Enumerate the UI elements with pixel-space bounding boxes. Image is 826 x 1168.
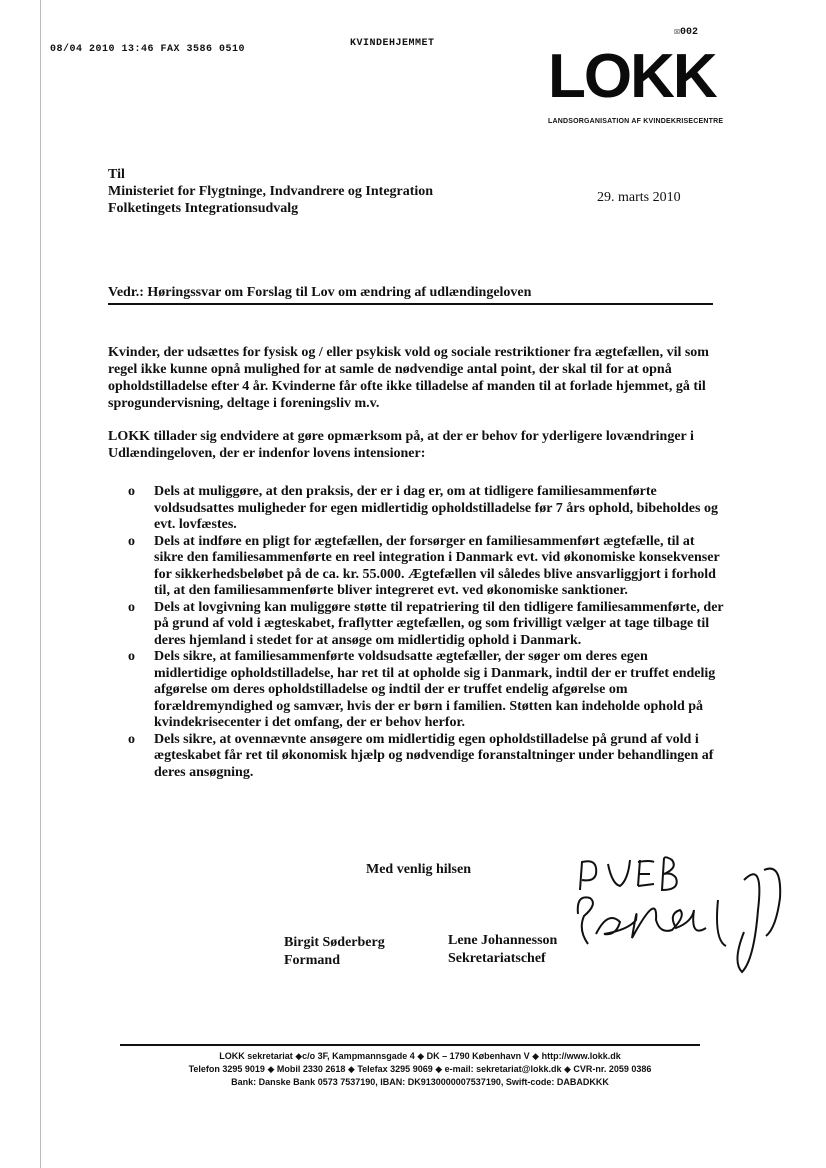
paragraph: LOKK tillader sig endvidere at gøre opmærksom på, at der er behov for yderligere lovændringer i Udlændingeloven, der er indenfor lovens intensioner: [108, 429, 694, 461]
fax-timestamp: 08/04 2010 13:46 FAX 3586 0510 [50, 44, 246, 55]
paragraph: Kvinder, der udsættes for fysisk og / eller psykisk vold og sociale restriktioner fra ægtefællen, vil som regel ikke kunne opnå mulighed for at samle de nødvendige antal point, der skal til for at opnå opholdstilladelse efter 4 år. Kvinderne får ofte ikke tilladelse af manden til at forlade hjemmet, gå til sprogundervisning, deltage i foreningsliv m.v. [108, 345, 709, 411]
recipient-block [108, 166, 433, 217]
footer-divider [120, 1044, 700, 1046]
signatory-name: Birgit Søderberg [284, 935, 385, 950]
list-item-text: Dels at muliggøre, at den praksis, der er i dag er, om at tidligere familiesammenførte voldsudsattes muligheder for egen midlertidig opholdstilladelse før 7 års ophold, bibeholdes og evt. lovfæstes. [154, 484, 718, 532]
handwritten-note-strokes [580, 857, 677, 890]
fax-page-label: 002 [680, 27, 699, 38]
footer-address: LOKK sekretariat ◆c/o 3F, Kampmannsgade 4 ◆ DK – 1790 København V ◆ http://www.lokk.dk [219, 1051, 621, 1061]
subject-line: Vedr.: Høringssvar om Forslag til Lov om ændring af udlændingeloven [108, 285, 713, 305]
bullet-mark: o [128, 649, 135, 664]
handwritten-signature [568, 850, 790, 980]
signatory-chair [284, 934, 385, 970]
recipient-line: Ministeriet for Flygtninge, Indvandrere og Integration [108, 184, 434, 199]
footer-contact: Telefon 3295 9019 ◆ Mobil 2330 2618 ◆ Telefax 3295 9069 ◆ e-mail: sekretariat@lokk.dk ◆ CVR-nr. 2059 0386 [188, 1064, 652, 1074]
signature-strokes [578, 869, 780, 972]
bullet-mark: o [128, 599, 135, 615]
bullet-mark: o [128, 484, 135, 499]
page-edge [40, 0, 41, 1168]
fax-page-number [674, 26, 698, 38]
fax-page-icon: ☒ [674, 27, 681, 38]
signatory-title: Formand [284, 953, 340, 968]
signatory-title: Sekretariatschef [448, 951, 546, 966]
letterhead-footer [140, 1050, 700, 1089]
letter-date: 29. marts 2010 [597, 190, 681, 205]
lokk-logo: LOKK [548, 42, 716, 111]
list-item [128, 484, 724, 534]
proposal-list [128, 484, 724, 781]
fax-header [50, 38, 450, 55]
footer-bank: Bank: Danske Bank 0573 7537190, IBAN: DK9130000007537190, Swift-code: DABADKKK [231, 1077, 609, 1087]
recipient-line: Til [108, 167, 125, 182]
list-item-text: Dels at lovgivning kan muliggøre støtte til repatriering til den tidligere familiesammenførte, der på grund af vold i ægteskabet, fraflytter ægtefællen, og som frivilligt vælger at tage tilbage til deres hjemland i stedet for at ansøge om midlertidig ophold i Danmark. [154, 599, 724, 648]
list-item [128, 534, 724, 600]
list-item-text: Dels sikre, at familiesammenførte voldsudsatte ægtefæller, der søger om deres egen midlertidige opholdstilladelse, har ret til at opholde sig i Danmark, indtil der er truffet endelig afgørelse om deres opholdstilladelse og indtil der er truffet endelig afgørelse om forældremyndighed og samvær, hvis der er børn i familien. Støtten kan indeholde ophold på kvindekrisecenter i det omfang, der er behov herfor. [154, 649, 716, 730]
list-item-text: Dels at indføre en pligt for ægtefællen, der forsørger en familiesammenført ægtefælle, til at sikre den familiesammenførte en reel integration i Danmark evt. vid økonomiske konsekvenser for sikkerhedsbeløbet på de ca. kr. 55.000. Ægtefællen vil således blive ansvarliggjort i forhold til, at den familiesammenførte bliver integreret evt. ved økonomiske sanktioner. [154, 533, 720, 598]
lokk-logo-subtitle: LANDSORGANISATION AF KVINDEKRISECENTRE [548, 118, 724, 125]
signatory-secretariat [448, 932, 557, 968]
bullet-mark: o [128, 731, 135, 747]
closing-greeting: Med venlig hilsen [366, 862, 472, 877]
list-item [128, 732, 724, 782]
fax-sender: KVINDEHJEMMET [350, 38, 435, 49]
bullet-mark: o [128, 533, 135, 549]
signatory-name: Lene Johannesson [448, 933, 558, 948]
list-item [128, 649, 724, 732]
list-item [128, 600, 724, 650]
list-item-text: Dels sikre, at ovennævnte ansøgere om midlertidig egen opholdstilladelse på grund af vold i ægteskabet får ret til økonomisk hjælp og nødvendige foranstaltninger under behandlingen af deres ansøgning. [154, 731, 714, 780]
recipient-line: Folketingets Integrationsudvalg [108, 201, 299, 216]
